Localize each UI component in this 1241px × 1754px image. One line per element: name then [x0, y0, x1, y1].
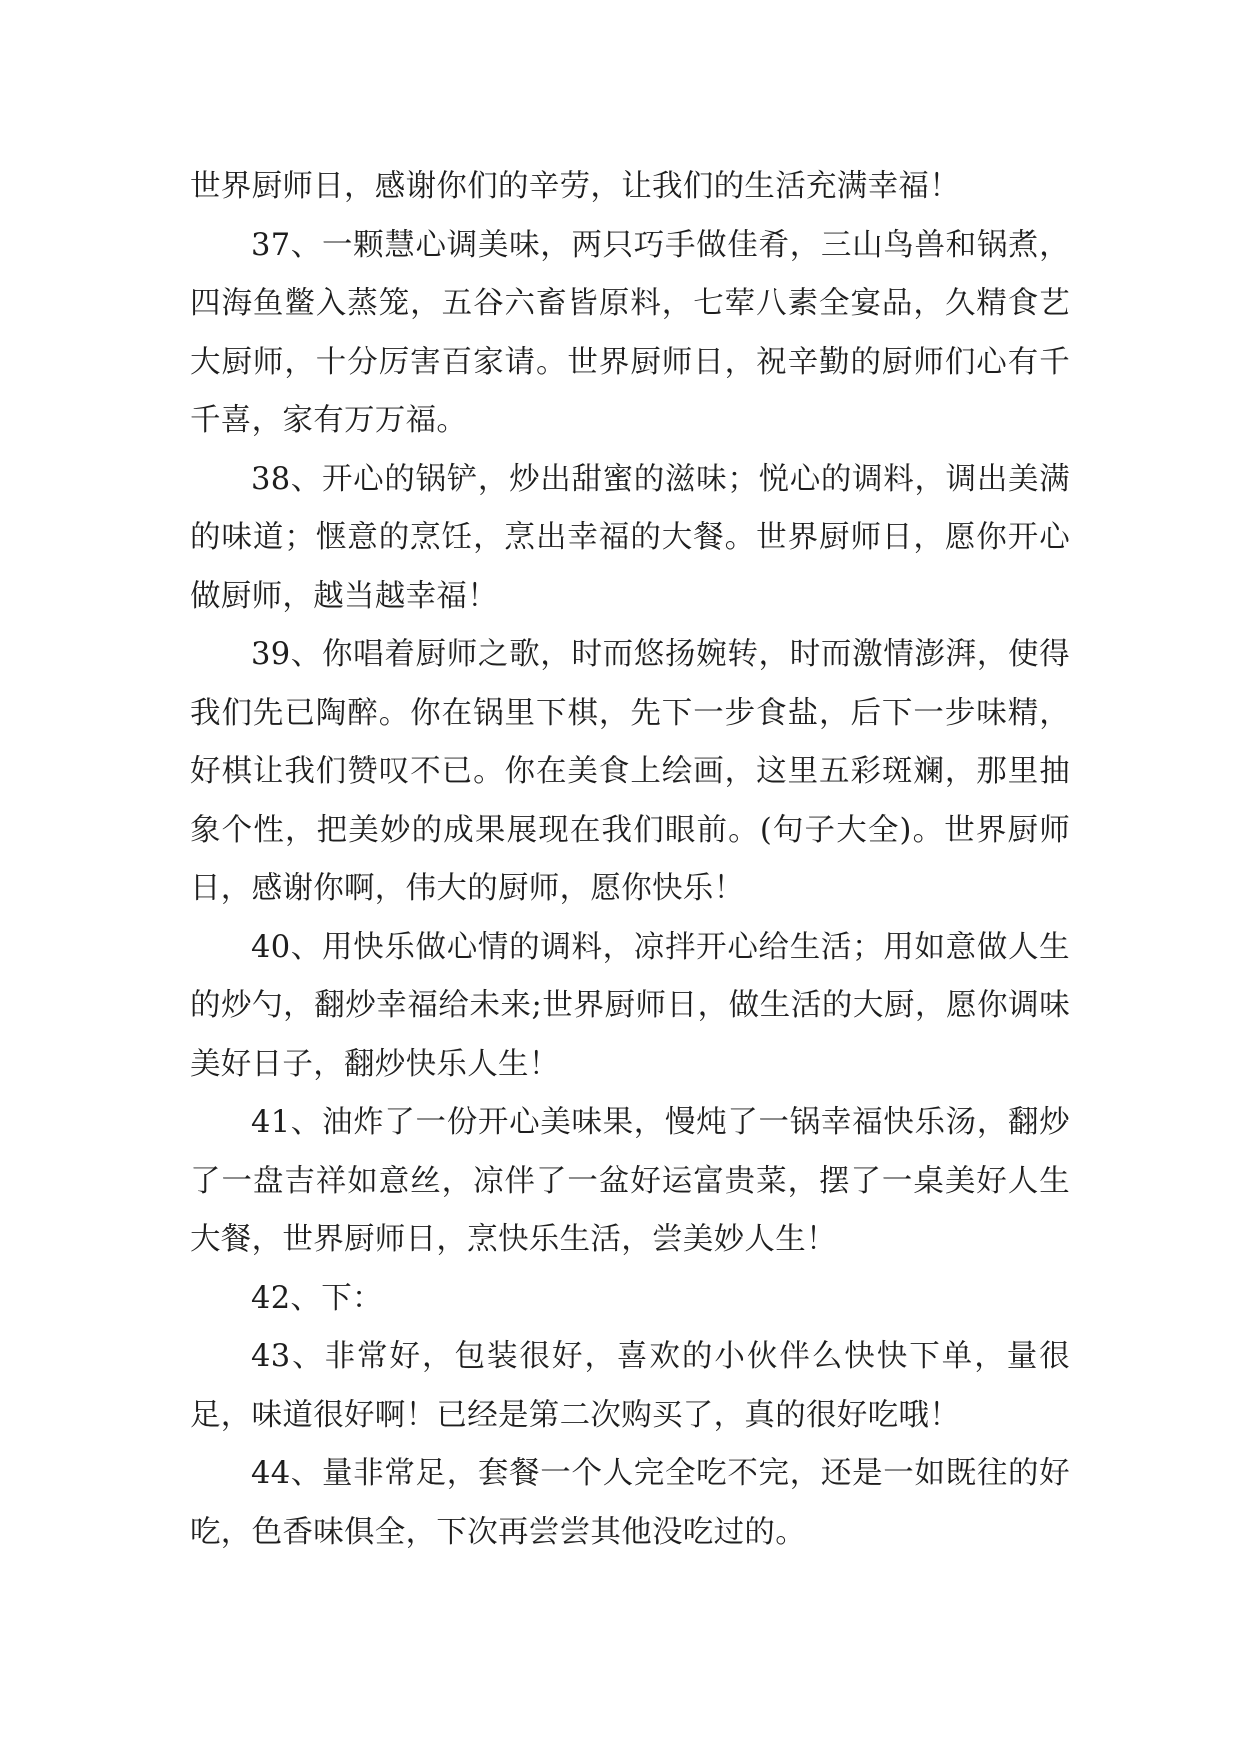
paragraph-43: 43、非常好，包装很好，喜欢的小伙伴么快快下单，量很足，味道很好啊！已经是第二次购买了，真的很好吃哦！	[190, 1339, 1070, 1433]
paragraph-41: 41、油炸了一份开心美味果，慢炖了一锅幸福快乐汤，翻炒了一盘吉祥如意丝，凉伴了一盆好运富贵菜，摆了一桌美好人生大餐，世界厨师日，烹快乐生活，尝美妙人生！	[190, 1105, 1070, 1257]
paragraph-38: 38、开心的锅铲，炒出甜蜜的滋味；悦心的调料，调出美满的味道；惬意的烹饪，烹出幸福的大餐。世界厨师日，愿你开心做厨师，越当越幸福！	[190, 461, 1070, 614]
paragraph-continuation: 世界厨师日，感谢你们的辛劳，让我们的生活充满幸福！	[190, 169, 960, 204]
paragraph-40: 40、用快乐做心情的调料，凉拌开心给生活；用如意做人生的炒勺，翻炒幸福给未来;世界厨师日，做生活的大厨，愿你调味美好日子，翻炒快乐人生！	[190, 929, 1070, 1082]
document-page	[190, 158, 1070, 1562]
paragraph-37: 37、一颗慧心调美味，两只巧手做佳肴，三山鸟兽和锅煮，四海鱼鳖入蒸笼，五谷六畜皆原料，七荤八素全宴品，久精食艺大厨师，十分厉害百家请。世界厨师日，祝辛勤的厨师们心有千千喜，家有万万福。	[190, 227, 1070, 438]
paragraph-39: 39、你唱着厨师之歌，时而悠扬婉转，时而激情澎湃，使得我们先已陶醉。你在锅里下棋，先下一步食盐，后下一步味精，好棋让我们赞叹不已。你在美食上绘画，这里五彩斑斓，那里抽象个性，把美妙的成果展现在我们眼前。(句子大全)。世界厨师日，感谢你啊，伟大的厨师，愿你快乐！	[190, 637, 1070, 906]
paragraph-42: 42、下：	[251, 1280, 383, 1316]
paragraph-44: 44、量非常足，套餐一个人完全吃不完，还是一如既往的好吃，色香味俱全，下次再尝尝其他没吃过的。	[190, 1456, 1070, 1550]
